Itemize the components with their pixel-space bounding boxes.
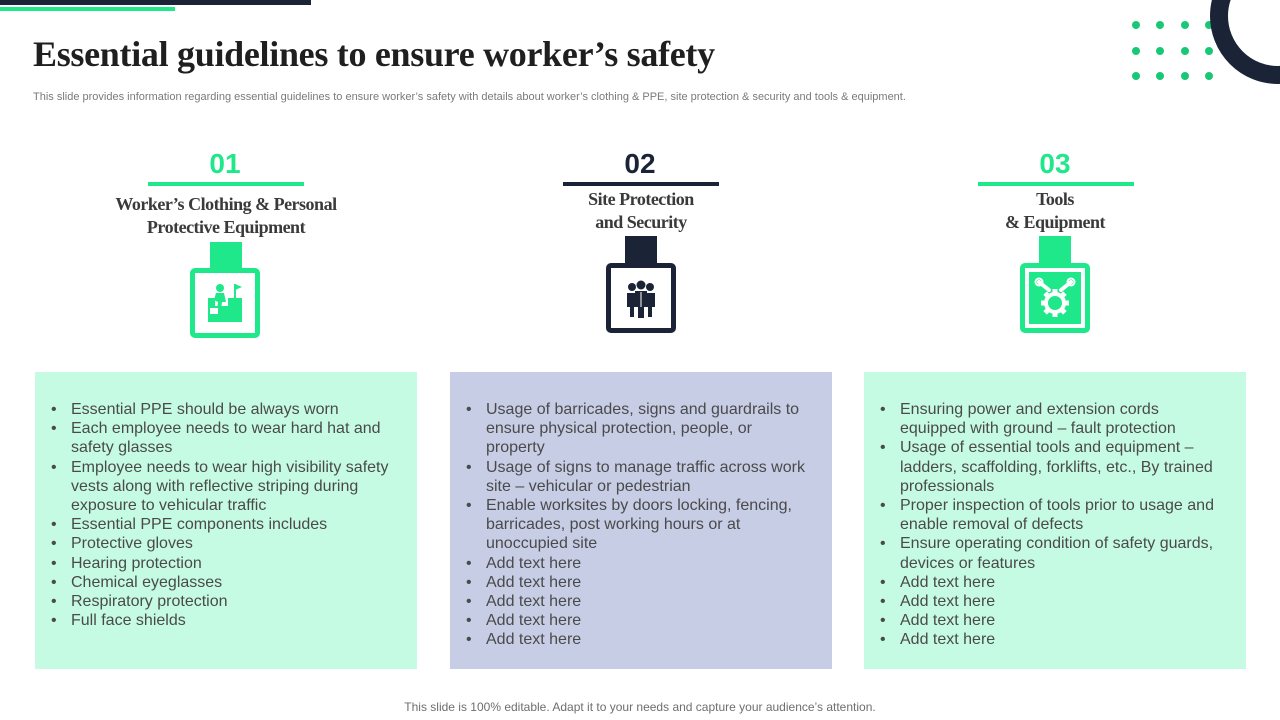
guideline-list xyxy=(466,400,812,650)
list-item: • Enable worksites by doors locking, fencing, barricades, post working hours or at unoccupied site xyxy=(466,496,812,554)
column-heading xyxy=(501,188,781,234)
connector-stem xyxy=(625,236,657,266)
column-number: 03 xyxy=(1039,148,1071,179)
list-item: • Ensure operating condition of safety guards, devices or features xyxy=(880,534,1226,572)
column-heading-line2: Protective Equipment xyxy=(146,217,306,237)
list-item: • Add text here xyxy=(466,630,812,649)
list-item: • Essential PPE components includes xyxy=(51,515,397,534)
list-item: • Full face shields xyxy=(51,611,397,630)
column-heading-line1: Tools xyxy=(1036,189,1074,209)
list-item: • Respiratory protection xyxy=(51,592,397,611)
guideline-panel-ppe xyxy=(35,372,417,669)
list-item: • Add text here xyxy=(466,573,812,592)
list-item: • Add text here xyxy=(466,611,812,630)
column-heading-line1: Worker’s Clothing & Personal xyxy=(115,194,337,214)
list-item: • Ensuring power and extension cords equipped with ground – fault protection xyxy=(880,400,1226,438)
guideline-list xyxy=(51,400,397,630)
top-accent-bar-dark xyxy=(0,0,311,5)
guideline-panel-tools xyxy=(864,372,1246,669)
list-item: • Usage of essential tools and equipment – ladders, scaffolding, forklifts, etc., By trained professionals xyxy=(880,438,1226,496)
slide-footer: This slide is 100% editable. Adapt it to your needs and capture your audience’s attention. xyxy=(404,700,876,714)
list-item: • Usage of barricades, signs and guardrails to ensure physical protection, people, or property xyxy=(466,400,812,458)
gear-wrench-icon xyxy=(1029,272,1081,324)
column-number-underline xyxy=(563,182,719,186)
list-item: • Add text here xyxy=(466,554,812,573)
list-item: • Add text here xyxy=(466,592,812,611)
connector-stem xyxy=(1039,236,1071,266)
guideline-list xyxy=(880,400,1226,650)
column-number-underline xyxy=(978,182,1134,186)
column-number: 01 xyxy=(209,148,241,179)
column-heading-line2: and Security xyxy=(595,212,687,232)
list-item: • Add text here xyxy=(880,611,1226,630)
list-item: • Essential PPE should be always worn xyxy=(51,400,397,419)
column-number: 02 xyxy=(624,148,656,179)
list-item: • Employee needs to wear high visibility safety vests along with reflective striping during exposure to vehicular traffic xyxy=(51,458,397,516)
column-number-underline xyxy=(148,182,304,186)
group-of-people-icon xyxy=(615,272,667,324)
list-item: • Protective gloves xyxy=(51,534,397,553)
icon-frame xyxy=(606,263,676,333)
list-item: • Chemical eyeglasses xyxy=(51,573,397,592)
guideline-panel-site-security xyxy=(450,372,832,669)
worker-climbing-stairs-icon xyxy=(199,277,251,329)
icon-frame xyxy=(190,268,260,338)
list-item: • Hearing protection xyxy=(51,554,397,573)
column-heading xyxy=(915,188,1195,234)
column-heading xyxy=(86,193,366,239)
connector-stem xyxy=(210,242,242,270)
slide-subtitle: This slide provides information regarding essential guidelines to ensure worker’s safety with details about worker’s clothing & PPE, site protection & security and tools & equipment. xyxy=(33,91,906,103)
column-heading-line2: & Equipment xyxy=(1004,212,1106,232)
list-item: • Usage of signs to manage traffic across work site – vehicular or pedestrian xyxy=(466,458,812,496)
top-accent-bar-green xyxy=(0,7,175,11)
list-item: • Add text here xyxy=(880,592,1226,611)
list-item: • Proper inspection of tools prior to usage and enable removal of defects xyxy=(880,496,1226,534)
list-item: • Add text here xyxy=(880,630,1226,649)
icon-frame xyxy=(1020,263,1090,333)
slide-title: Essential guidelines to ensure worker’s safety xyxy=(33,34,715,74)
list-item: • Add text here xyxy=(880,573,1226,592)
column-heading-line1: Site Protection xyxy=(588,189,694,209)
list-item: • Each employee needs to wear hard hat and safety glasses xyxy=(51,419,397,457)
